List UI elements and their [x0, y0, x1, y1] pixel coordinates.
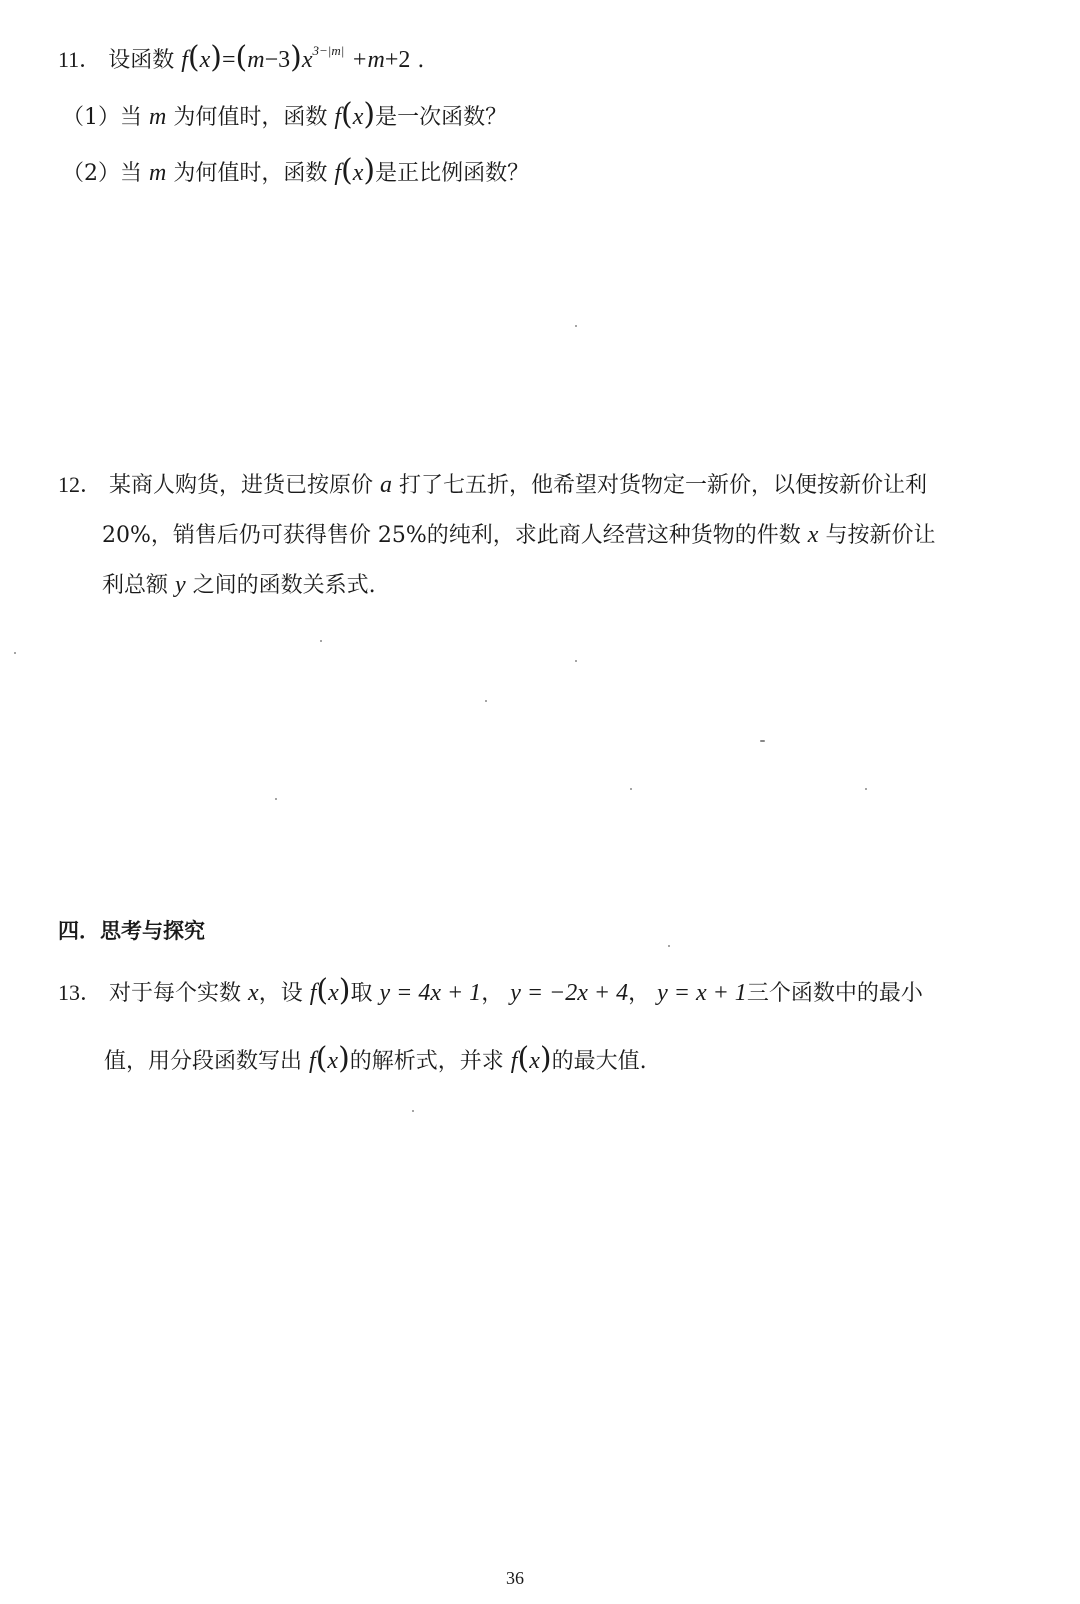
q13-text-1d: 三个函数中的最小 [746, 981, 923, 1006]
q11-part1-text1: 当 [120, 105, 143, 130]
q11-end: . [417, 48, 425, 73]
q11-plus-2: +2 [384, 47, 411, 73]
scan-speck [485, 700, 487, 702]
q11-part1-m: m [149, 104, 167, 130]
q11-number: 11． [58, 47, 102, 72]
q12-text-2a: 20%，销售后仍可获得售价 25%的纯利，求此商人经营这种货物的件数 [102, 523, 801, 548]
q11-lead: 设函数 [108, 48, 175, 73]
section-title: 四．思考与探究 [58, 919, 205, 943]
page-number: 36 [506, 1568, 524, 1588]
q12-text-3b: 之间的函数关系式. [192, 573, 376, 598]
q12-text-1b: 打了七五折，他希望对货物定一新价，以便按新价让利 [399, 473, 928, 498]
scan-speck [575, 660, 577, 662]
q13-line2: 值，用分段函数写出 f(x)的解析式，并求 f(x)的最大值. [104, 1041, 647, 1076]
scan-speck [412, 1110, 414, 1112]
scan-speck [14, 652, 16, 654]
scan-speck [760, 740, 765, 742]
q12-text-1a: 某商人购货，进货已按原价 [109, 473, 374, 498]
q11-part1-x: x [352, 104, 364, 130]
q12-number: 12． [58, 472, 103, 497]
q12-line2 [102, 520, 935, 551]
q13-sep2: ， [628, 981, 651, 1006]
q12-y: y [175, 572, 186, 598]
q11-stem: 11． 设函数 $f(x)=(m-3)x^{3-|m|} +m+2$ . [58, 40, 425, 75]
q11-part2-text2: 为何值时，函数 [173, 161, 328, 186]
q13-line1: 13． 对于每个实数 x，设 f(x)取 y = 4x + 1， y = −2x + 4， y = x + 1三个函数中的最小 [58, 973, 923, 1008]
q13-eq3: y = x + 1 [657, 980, 747, 1006]
q11-part1: （1）当 m 为何值时，函数 f(x)是一次函数？ [62, 97, 508, 132]
q11-exponent: 3−|m| [312, 43, 345, 58]
q12-line1 [58, 470, 927, 501]
q13-x: x [248, 980, 259, 1006]
q11-part1-number: （1） [62, 105, 120, 130]
q11-part2-text1: 当 [120, 161, 143, 186]
q11-base: x [301, 47, 313, 73]
q11-part1-text3: 是一次函数？ [375, 105, 508, 130]
scan-speck [630, 788, 632, 790]
q11-f: f [181, 47, 188, 73]
q12-text-3a: 利总额 [102, 573, 169, 598]
q11-part2-text3: 是正比例函数？ [375, 161, 530, 186]
q11-part2-f: f [334, 160, 342, 186]
q11-part2-number: （2） [62, 161, 120, 186]
q13-sep1: ， [481, 981, 504, 1006]
q11-part1-text2: 为何值时，函数 [173, 105, 328, 130]
q13-eq1: y = 4x + 1 [379, 980, 482, 1006]
scan-speck [275, 798, 277, 800]
q13-number: 13． [58, 980, 103, 1005]
q12-a: a [380, 472, 393, 498]
q12-x: x [807, 522, 819, 548]
scan-speck [320, 640, 322, 642]
scan-speck [865, 788, 867, 790]
q13-text-1a: 对于每个实数 [109, 981, 242, 1006]
q11-part1-f: f [334, 104, 342, 130]
q11-eq: = [221, 47, 236, 73]
q12-line3 [102, 570, 376, 601]
q11-part2-x: x [352, 160, 364, 186]
q11-part2-m: m [149, 160, 167, 186]
scan-speck [668, 945, 670, 947]
scan-speck [575, 325, 577, 327]
q12-text-2b: 与按新价让 [825, 523, 936, 548]
q13-text-2b: 的解析式，并求 [349, 1049, 504, 1074]
q13-text-1c: 取 [350, 981, 373, 1006]
q11-m: m [247, 47, 265, 73]
q11-x: x [199, 47, 211, 73]
q13-eq2: y = −2x + 4 [510, 980, 629, 1006]
q11-part2: （2）当 m 为何值时，函数 f(x)是正比例函数？ [62, 153, 530, 188]
q13-text-2c: 的最大值. [551, 1049, 647, 1074]
q11-minus3: −3 [264, 47, 291, 73]
q13-text-1b: ，设 [258, 981, 303, 1006]
q13-text-2a: 值，用分段函数写出 [104, 1049, 303, 1074]
q11-plus-m: +m [351, 47, 385, 73]
q13-f: f [309, 980, 317, 1006]
